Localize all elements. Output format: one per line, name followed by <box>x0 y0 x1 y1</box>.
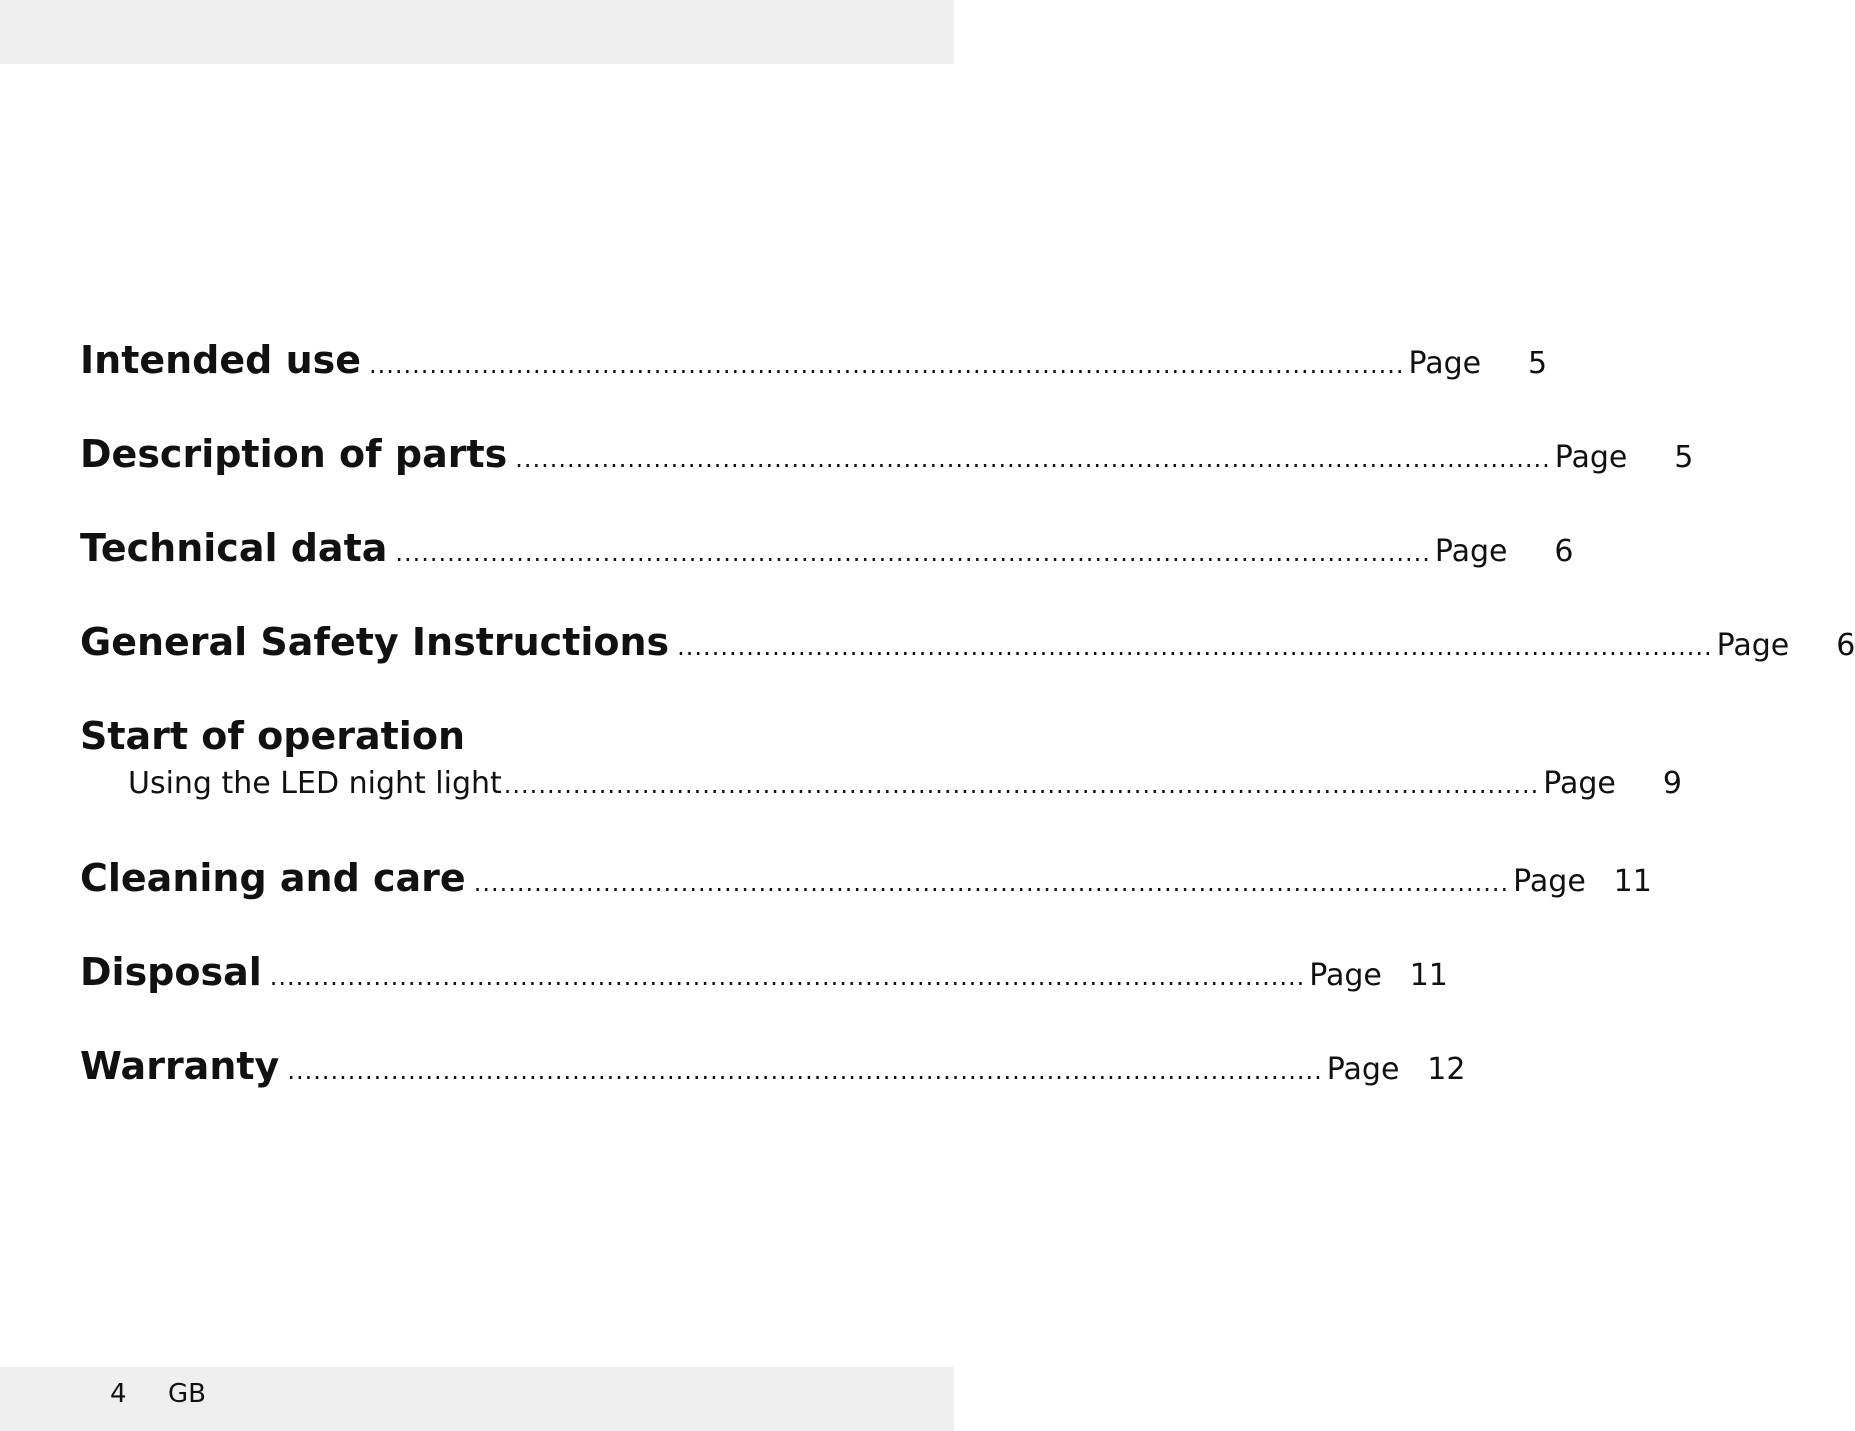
toc-entry-general-safety[interactable] <box>80 620 1855 676</box>
page-number: 12 <box>1427 1052 1466 1087</box>
toc-entry-technical-data[interactable] <box>80 526 1574 582</box>
toc-entry-description-of-parts[interactable] <box>80 432 1694 488</box>
footer-language-code: GB <box>168 1379 206 1409</box>
page-label: Page <box>1716 628 1790 663</box>
toc-subentry-using-led-night-light[interactable] <box>128 766 1682 822</box>
page-number: 11 <box>1613 864 1652 899</box>
page-number: 11 <box>1409 958 1448 993</box>
page-number: 6 <box>1836 628 1855 663</box>
toc-title: Warranty <box>80 1044 280 1088</box>
page-number: 6 <box>1554 534 1574 569</box>
page-label: Page <box>1554 440 1628 475</box>
header-band <box>0 0 954 64</box>
toc-entry-warranty[interactable] <box>80 1044 1466 1100</box>
toc-title: Description of parts <box>80 432 508 476</box>
footer-band <box>0 1367 954 1431</box>
page-number: 9 <box>1662 766 1682 801</box>
toc-entry-intended-use[interactable] <box>80 338 1548 394</box>
page-label: Page <box>1513 864 1586 899</box>
dot-leader: ........................................................................................................................ <box>503 771 1540 799</box>
toc-title: Technical data <box>80 526 388 570</box>
toc-title: General Safety Instructions <box>80 620 670 664</box>
dot-leader: ........................................................................................................................ <box>473 869 1510 897</box>
toc-entry-disposal[interactable] <box>80 950 1448 1006</box>
page-label: Page <box>1543 766 1616 801</box>
dot-leader: ........................................................................................................................ <box>287 1057 1323 1085</box>
page-label: Page <box>1408 346 1482 381</box>
toc-subtitle: Using the LED night light <box>128 766 502 801</box>
toc-entry-cleaning-and-care[interactable] <box>80 856 1652 912</box>
page-label: Page <box>1309 958 1382 993</box>
page-number: 5 <box>1528 346 1548 381</box>
dot-leader: ........................................................................................................................ <box>515 445 1551 473</box>
toc-title: Disposal <box>80 950 262 994</box>
dot-leader: ........................................................................................................................ <box>369 351 1405 379</box>
toc-title: Cleaning and care <box>80 856 466 900</box>
toc-title: Intended use <box>80 338 362 382</box>
footer-page-number: 4 <box>110 1379 127 1409</box>
dot-leader: ........................................................................................................................ <box>269 963 1306 991</box>
page-label: Page <box>1434 534 1508 569</box>
dot-leader: ........................................................................................................................ <box>395 539 1431 567</box>
page-label: Page <box>1326 1052 1400 1087</box>
dot-leader: ........................................................................................................................ <box>677 633 1713 661</box>
toc-section-start-of-operation[interactable]: Start of operation <box>80 714 465 758</box>
page-number: 5 <box>1674 440 1694 475</box>
